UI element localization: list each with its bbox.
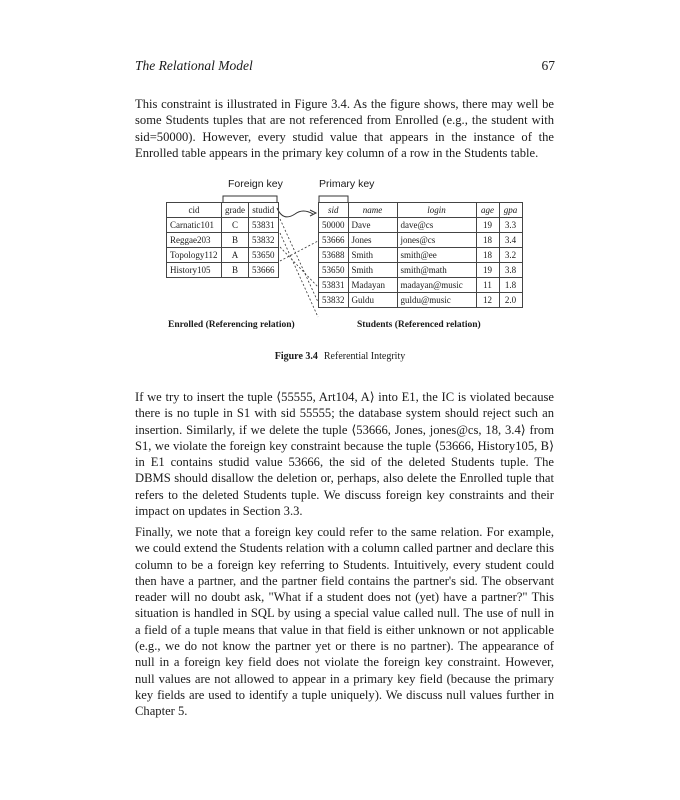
cell: 53831 [249, 218, 279, 233]
cell: Jones [348, 233, 397, 248]
cell: 18 [476, 248, 499, 263]
intro-paragraph: This constraint is illustrated in Figure 3.4. As the figure shows, there may well be some Students tuples that are not referenced from Enrolled (e.g., the student with sid=50000). However, every studid value that appears in the instance of the Enrolled table appears in the primary key column of a row in the Students table. [135, 97, 554, 160]
caption-number: Figure 3.4 [274, 351, 318, 362]
students-label: Students (Referenced relation) [357, 320, 481, 330]
cell: smith@math [397, 263, 476, 278]
enrolled-label: Enrolled (Referencing relation) [168, 320, 295, 330]
cell: C [222, 218, 249, 233]
cell: 18 [476, 233, 499, 248]
table-row [319, 293, 523, 308]
table-row [319, 263, 523, 278]
primary-key-label: Primary key [319, 178, 375, 190]
cell: 53688 [319, 248, 349, 263]
cell: smith@ee [397, 248, 476, 263]
cell: Reggae203 [167, 233, 222, 248]
cell: 53832 [319, 293, 349, 308]
cell: 53650 [249, 248, 279, 263]
cell: guldu@music [397, 293, 476, 308]
cell: jones@cs [397, 233, 476, 248]
students-table [318, 202, 523, 308]
enrolled-header-cid: cid [167, 203, 222, 218]
cell: A [222, 248, 249, 263]
cell: Topology112 [167, 248, 222, 263]
enrolled-header-grade: grade [222, 203, 249, 218]
cell: 3.3 [499, 218, 522, 233]
cell: Smith [348, 248, 397, 263]
cell: B [222, 233, 249, 248]
foreign-key-label: Foreign key [228, 178, 283, 190]
table-row [167, 248, 279, 263]
cell: Madayan [348, 278, 397, 293]
paragraph-2: If we try to insert the tuple ⟨55555, Art104, A⟩ into E1, the IC is violated because there is no tuple in S1 with sid 55555; the database system should reject such an insertion. Similarly, if we delete the tuple ⟨53666, Jones, jones@cs, 18, 3.4⟩ from S1, we violate the foreign key constraint because the tuple ⟨53666, History105, B⟩ in E1 contains studid value 53666, the sid of the deleted Students tuple. The DBMS should disallow the deletion or, perhaps, also delete the Enrolled tuple that refers to the deleted Students tuple. We discuss foreign key constraints and their impact on updates in Section 3.3. [135, 390, 554, 519]
cell: dave@cs [397, 218, 476, 233]
cell: 53832 [249, 233, 279, 248]
cell: Carnatic101 [167, 218, 222, 233]
table-row [167, 218, 279, 233]
cell: 3.8 [499, 263, 522, 278]
table-row [167, 233, 279, 248]
cell: 1.8 [499, 278, 522, 293]
cell: 3.4 [499, 233, 522, 248]
cell: 19 [476, 263, 499, 278]
cell: 50000 [319, 218, 349, 233]
figure-caption [0, 351, 680, 362]
table-row [319, 248, 523, 263]
students-header-login: login [397, 203, 476, 218]
cell: Smith [348, 263, 397, 278]
students-header-sid: sid [319, 203, 349, 218]
students-header-name: name [348, 203, 397, 218]
table-row [319, 218, 523, 233]
page-number: 67 [541, 58, 555, 73]
table-row [319, 233, 523, 248]
cell: 53666 [249, 263, 279, 278]
enrolled-table [166, 202, 279, 278]
enrolled-header-studid: studid [249, 203, 279, 218]
cell: 53650 [319, 263, 349, 278]
cell: 19 [476, 218, 499, 233]
cell: 53666 [319, 233, 349, 248]
cell: History105 [167, 263, 222, 278]
caption-text: Referential Integrity [323, 351, 406, 362]
cell: 2.0 [499, 293, 522, 308]
table-row [319, 278, 523, 293]
figure-referential-integrity [160, 174, 530, 370]
cell: 3.2 [499, 248, 522, 263]
cell: 12 [476, 293, 499, 308]
paragraph-3: Finally, we note that a foreign key could refer to the same relation. For example, we could extend the Students relation with a column called partner and declare this column to be a foreign key referring to Students. Intuitively, every student could then have a partner, and the partner field contains the partner's sid. The observant reader will no doubt ask, "What if a student does not (yet) have a partner?" This situation is handled in SQL by using a special value called null. The use of null in a field of a tuple means that value in that field is either unknown or not applicable (e.g., we do not know the partner yet or there is no partner). The appearance of null in a foreign key field does not violate the foreign key constraint. However, null values are not allowed to appear in a primary key field (because the primary key fields are used to identify a tuple uniquely). We discuss null values further in Chapter 5. [135, 525, 554, 719]
cell: Guldu [348, 293, 397, 308]
running-title: The Relational Model [135, 58, 253, 73]
cell: Dave [348, 218, 397, 233]
table-row [167, 263, 279, 278]
cell: madayan@music [397, 278, 476, 293]
cell: B [222, 263, 249, 278]
students-header-gpa: gpa [499, 203, 522, 218]
cell: 53831 [319, 278, 349, 293]
students-header-age: age [476, 203, 499, 218]
cell: 11 [476, 278, 499, 293]
